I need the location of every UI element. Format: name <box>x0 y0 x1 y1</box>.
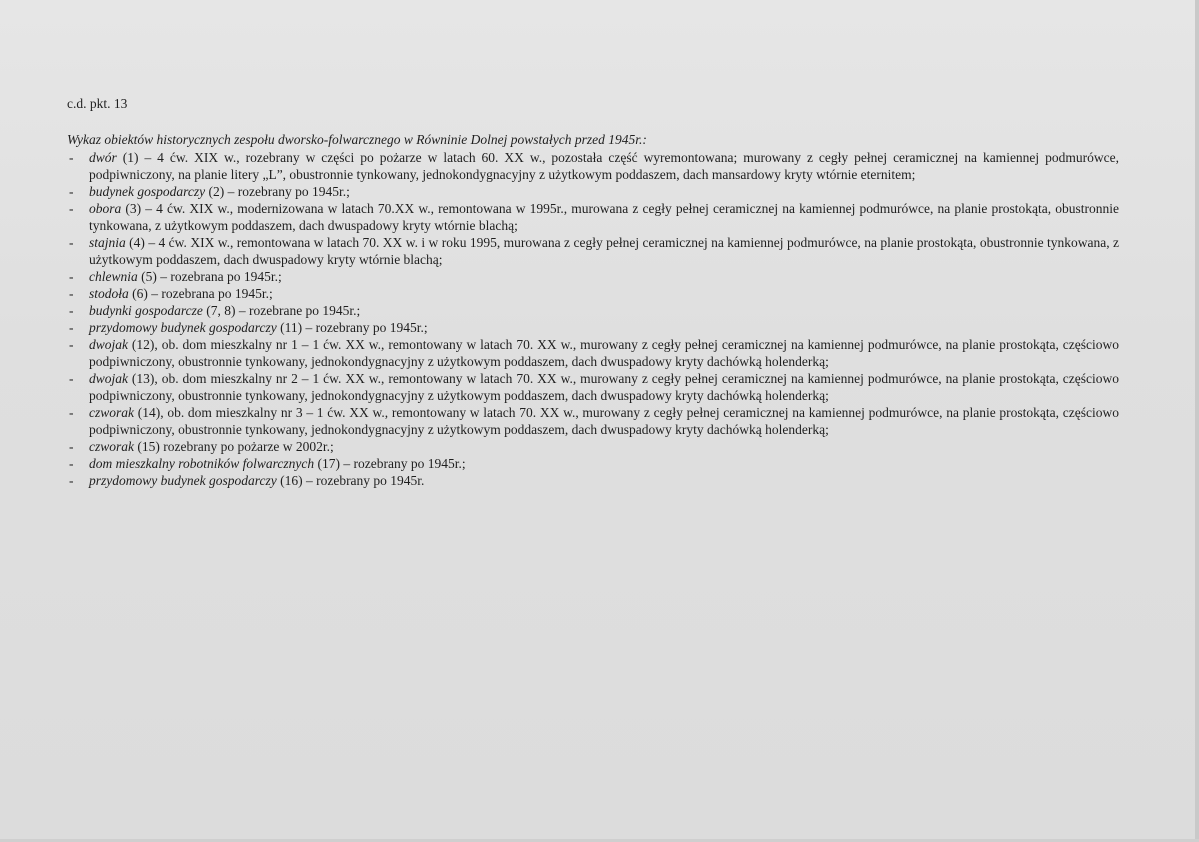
list-item <box>67 455 1119 472</box>
bullet-dash: - <box>69 371 74 386</box>
bullet-dash: - <box>69 405 74 420</box>
list-item <box>67 438 1119 455</box>
object-description: (6) – rozebrana po 1945r.; <box>128 286 273 301</box>
object-description: (14), ob. dom mieszkalny nr 3 – 1 ćw. XX w., remontowany w latach 70. XX w., murowany z cegły pełnej ceramicznej na kamiennej podmurówce, na planie prostokąta, częściowo podpiwniczony, obustronnie tynkowany, jednokondygnacyjny z użytkowym poddaszem, dach dwuspadowy kryty dachówką holenderką; <box>89 405 1119 437</box>
list-item <box>67 404 1119 438</box>
list-item <box>67 302 1119 319</box>
object-name: dom mieszkalny robotników folwarcznych <box>89 456 315 471</box>
object-description: (15) rozebrany po pożarze w 2002r.; <box>134 439 334 454</box>
object-name: dwojak <box>89 371 128 386</box>
scan-edge-right <box>1195 0 1199 842</box>
object-description: (4) – 4 ćw. XIX w., remontowana w latach 70. XX w. i w roku 1995, murowana z cegły pełnej ceramicznej na kamiennej podmurówce, na planie prostokąta, obustronnie tynkowana, z użytkowym poddaszem, dach dwuspadowy kryty wtórnie blachą; <box>89 235 1119 267</box>
object-name: przydomowy budynek gospodarczy <box>89 320 277 335</box>
historic-objects-list <box>67 149 1119 489</box>
object-name: przydomowy budynek gospodarczy <box>89 473 277 488</box>
object-name: obora <box>89 201 122 216</box>
object-description: (2) – rozebrany po 1945r.; <box>205 184 350 199</box>
object-name: budynek gospodarczy <box>89 184 206 199</box>
list-title: Wykaz obiektów historycznych zespołu dworsko-folwarcznego w Równinie Dolnej powstałych przed 1945r.: <box>67 132 647 147</box>
object-description: (1) – 4 ćw. XIX w., rozebrany w części po pożarze w latach 60. XX w., pozostała część wyremontowana; murowany z cegły pełnej ceramicznej na kamiennej podmurówce, podpiwniczony, na planie litery „L”, obustronnie tynkowany, jednokondygnacyjny z użytkowym poddaszem, dach mansardowy kryty wtórnie eternitem; <box>89 150 1119 182</box>
object-name: dwojak <box>89 337 128 352</box>
object-name: budynki gospodarcze <box>89 303 203 318</box>
bullet-dash: - <box>69 269 74 284</box>
bullet-dash: - <box>69 286 74 301</box>
list-item <box>67 336 1119 370</box>
list-item <box>67 149 1119 183</box>
bullet-dash: - <box>69 303 74 318</box>
object-description: (7, 8) – rozebrane po 1945r.; <box>202 303 361 318</box>
object-name: chlewnia <box>89 269 138 284</box>
object-name: czworak <box>89 439 134 454</box>
list-item <box>67 319 1119 336</box>
list-item <box>67 472 1119 489</box>
list-item <box>67 268 1119 285</box>
object-description: (17) – rozebrany po 1945r.; <box>314 456 466 471</box>
list-item <box>67 285 1119 302</box>
bullet-dash: - <box>69 439 74 454</box>
object-description: (11) – rozebrany po 1945r.; <box>276 320 428 335</box>
object-name: czworak <box>89 405 134 420</box>
list-item <box>67 200 1119 234</box>
bullet-dash: - <box>69 456 74 471</box>
bullet-dash: - <box>69 320 74 335</box>
list-item <box>67 370 1119 404</box>
bullet-dash: - <box>69 473 74 488</box>
object-name: stajnia <box>89 235 126 250</box>
object-description: (5) – rozebrana po 1945r.; <box>137 269 282 284</box>
bullet-dash: - <box>69 150 74 165</box>
object-description: (16) – rozebrany po 1945r. <box>276 473 425 488</box>
object-name: dwór <box>89 150 117 165</box>
list-item <box>67 183 1119 200</box>
object-description: (13), ob. dom mieszkalny nr 2 – 1 ćw. XX w., remontowany w latach 70. XX w., murowany z cegły pełnej ceramicznej na kamiennej podmurówce, na planie prostokąta, częściowo podpiwniczony, obustronnie tynkowany, jednokondygnacyjny z użytkowym poddaszem, dach dwuspadowy kryty dachówką holenderką; <box>89 371 1119 403</box>
bullet-dash: - <box>69 235 74 250</box>
bullet-dash: - <box>69 337 74 352</box>
bullet-dash: - <box>69 201 74 216</box>
object-description: (12), ob. dom mieszkalny nr 1 – 1 ćw. XX w., remontowany w latach 70. XX w., murowany z cegły pełnej ceramicznej na kamiennej podmurówce, na planie prostokąta, częściowo podpiwniczony, obustronnie tynkowany, jednokondygnacyjny z użytkowym poddaszem, dach dwuspadowy kryty dachówką holenderką; <box>89 337 1119 369</box>
section-reference: c.d. pkt. 13 <box>67 96 128 111</box>
object-name: stodoła <box>89 286 129 301</box>
list-item <box>67 234 1119 268</box>
object-description: (3) – 4 ćw. XIX w., modernizowana w latach 70.XX w., remontowana w 1995r., murowana z cegły pełnej ceramicznej na kamiennej podmurówce, na planie prostokąta, obustronnie tynkowana, z użytkowym poddaszem, dach dwuspadowy kryty wtórnie blachą; <box>89 201 1119 233</box>
bullet-dash: - <box>69 184 74 199</box>
